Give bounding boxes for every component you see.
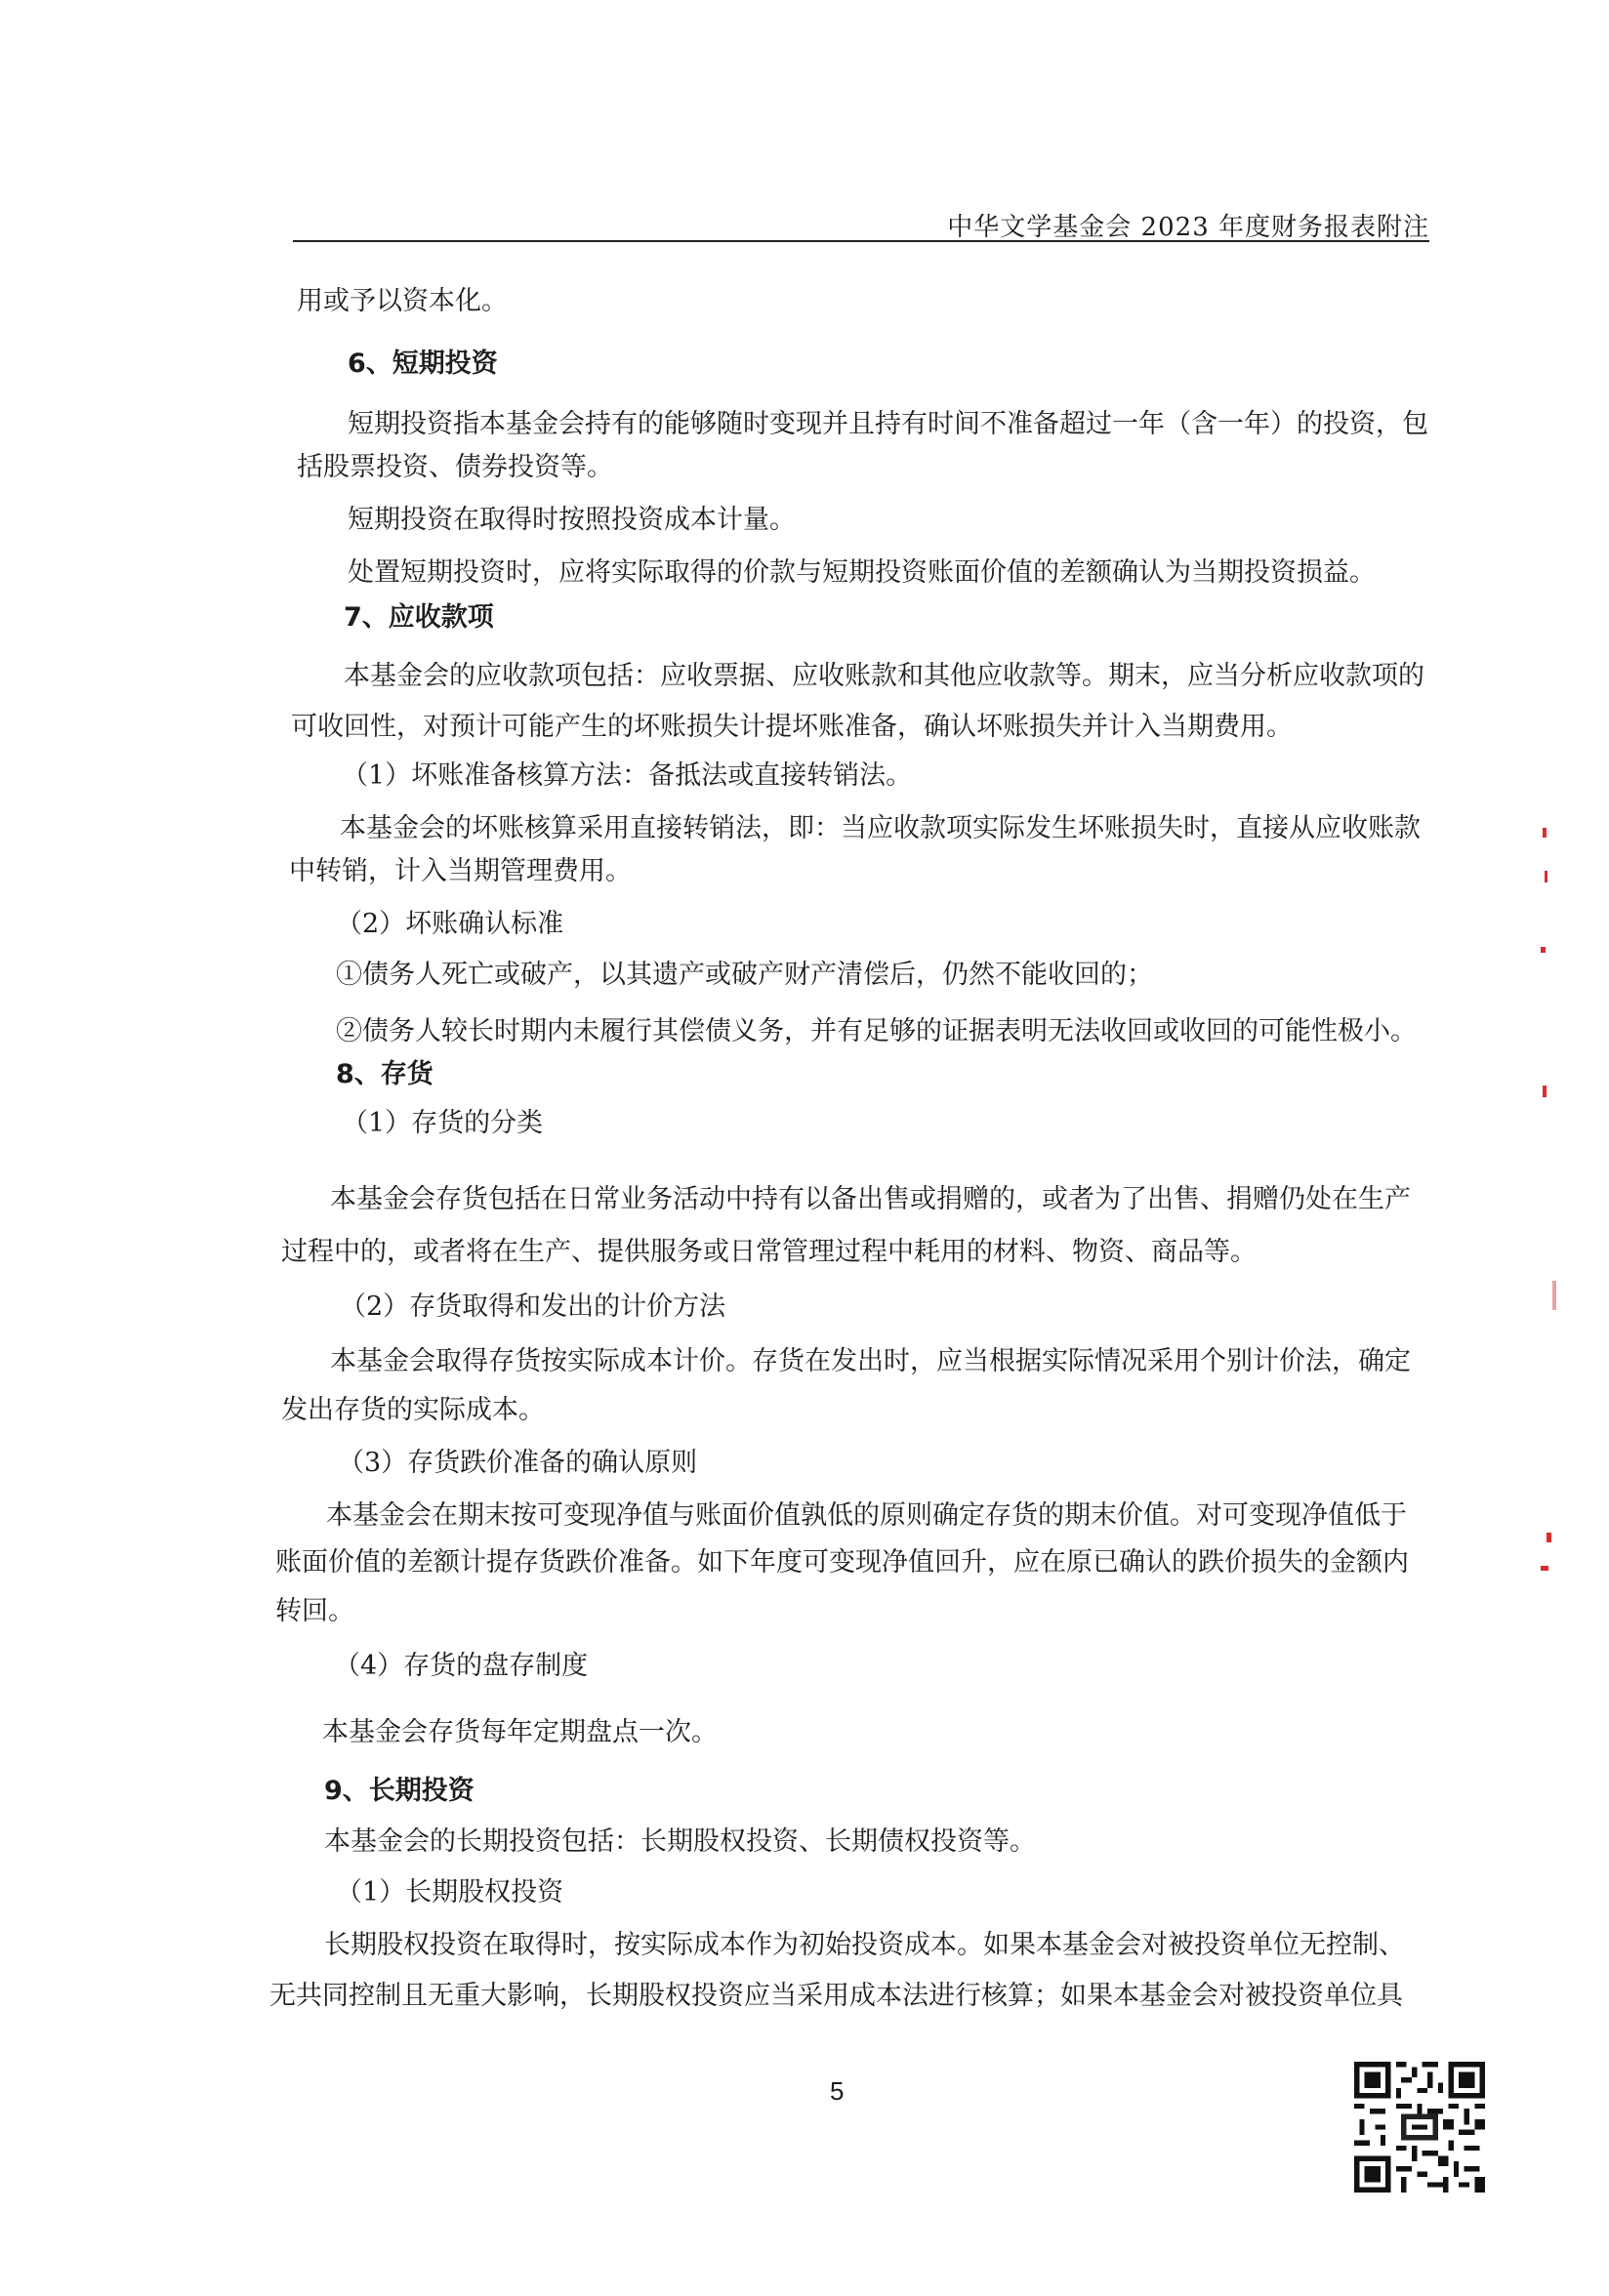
paragraph-line: 处置短期投资时，应将实际取得的价款与短期投资账面价值的差额确认为当期投资损益。 (348, 557, 1376, 588)
paragraph-line: （2）存货取得和发出的计价方法 (340, 1292, 726, 1322)
paragraph-line: 本基金会取得存货按实际成本计价。存货在发出时，应当根据实际情况采用个别计价法，确定 (330, 1346, 1411, 1376)
seal-mark (1545, 871, 1547, 882)
seal-mark (1541, 1566, 1548, 1571)
header-rule (293, 240, 1429, 242)
paragraph-line: 本基金会的坏账核算采用直接转销法，即：当应收款项实际发生坏账损失时，直接从应收账款 (340, 813, 1421, 843)
qr-code-icon (1354, 2062, 1485, 2193)
paragraph-line: （4）存货的盘存制度 (334, 1651, 589, 1681)
paragraph-line: ②债务人较长时期内未履行其偿债义务，并有足够的证据表明无法收回或收回的可能性极小。 (336, 1016, 1417, 1046)
section-heading-7: 7、应收款项 (344, 602, 494, 633)
paragraph-line: 本基金会存货包括在日常业务活动中持有以备出售或捐赠的，或者为了出售、捐赠仍处在生产 (330, 1184, 1411, 1214)
seal-mark (1543, 828, 1547, 838)
page-number: 5 (830, 2076, 845, 2106)
paragraph-line: 可收回性，对预计可能产生的坏账损失计提坏账准备，确认坏账损失并计入当期费用。 (291, 712, 1293, 742)
paragraph-line: 短期投资在取得时按照投资成本计量。 (348, 505, 796, 535)
paragraph-line: （1）长期股权投资 (336, 1877, 564, 1907)
seal-mark (1552, 1281, 1556, 1310)
section-heading-9: 9、长期投资 (324, 1776, 474, 1806)
paragraph-line: 本基金会存货每年定期盘点一次。 (322, 1717, 718, 1747)
paragraph-line: 括股票投资、债券投资等。 (297, 452, 613, 482)
paragraph-line: 无共同控制且无重大影响，长期股权投资应当采用成本法进行核算；如果本基金会对被投资单位具 (269, 1981, 1403, 2011)
paragraph-line: （3）存货跌价准备的确认原则 (338, 1448, 698, 1478)
paragraph-line: （1）存货的分类 (342, 1108, 544, 1138)
paragraph-line: ①债务人死亡或破产，以其遗产或破产财产清偿后，仍然不能收回的； (336, 960, 1153, 990)
seal-mark (1541, 947, 1546, 953)
seal-mark (1543, 1086, 1547, 1097)
section-heading-8: 8、存货 (336, 1059, 433, 1089)
paragraph-line: 中转销，计入当期管理费用。 (289, 856, 632, 886)
paragraph-line: 转回。 (275, 1596, 354, 1626)
paragraph-line: 账面价值的差额计提存货跌价准备。如下年度可变现净值回升，应在原已确认的跌价损失的金额内 (275, 1547, 1409, 1578)
paragraph-line: 发出存货的实际成本。 (281, 1395, 545, 1425)
paragraph-line: 本基金会的应收款项包括：应收票据、应收账款和其他应收款等。期末，应当分析应收款项的 (344, 661, 1424, 691)
paragraph-line: （1）坏账准备核算方法：备抵法或直接转销法。 (342, 760, 913, 791)
paragraph-line: 本基金会在期末按可变现净值与账面价值孰低的原则确定存货的期末价值。对可变现净值低于 (326, 1500, 1407, 1531)
paragraph-line: 过程中的，或者将在生产、提供服务或日常管理过程中耗用的材料、物资、商品等。 (281, 1237, 1257, 1267)
paragraph-line: （2）坏账确认标准 (336, 909, 564, 939)
section-heading-6: 6、短期投资 (348, 348, 498, 379)
paragraph-line: 本基金会的长期投资包括：长期股权投资、长期债权投资等。 (324, 1826, 1036, 1857)
paragraph-line: 长期股权投资在取得时，按实际成本作为初始投资成本。如果本基金会对被投资单位无控制、 (324, 1930, 1405, 1960)
paragraph-line: 用或予以资本化。 (297, 286, 508, 316)
page-header-title: 中华文学基金会 2023 年度财务报表附注 (947, 213, 1429, 242)
seal-mark (1547, 1533, 1551, 1542)
paragraph-line: 短期投资指本基金会持有的能够随时变现并且持有时间不准备超过一年（含一年）的投资，包 (348, 409, 1428, 439)
